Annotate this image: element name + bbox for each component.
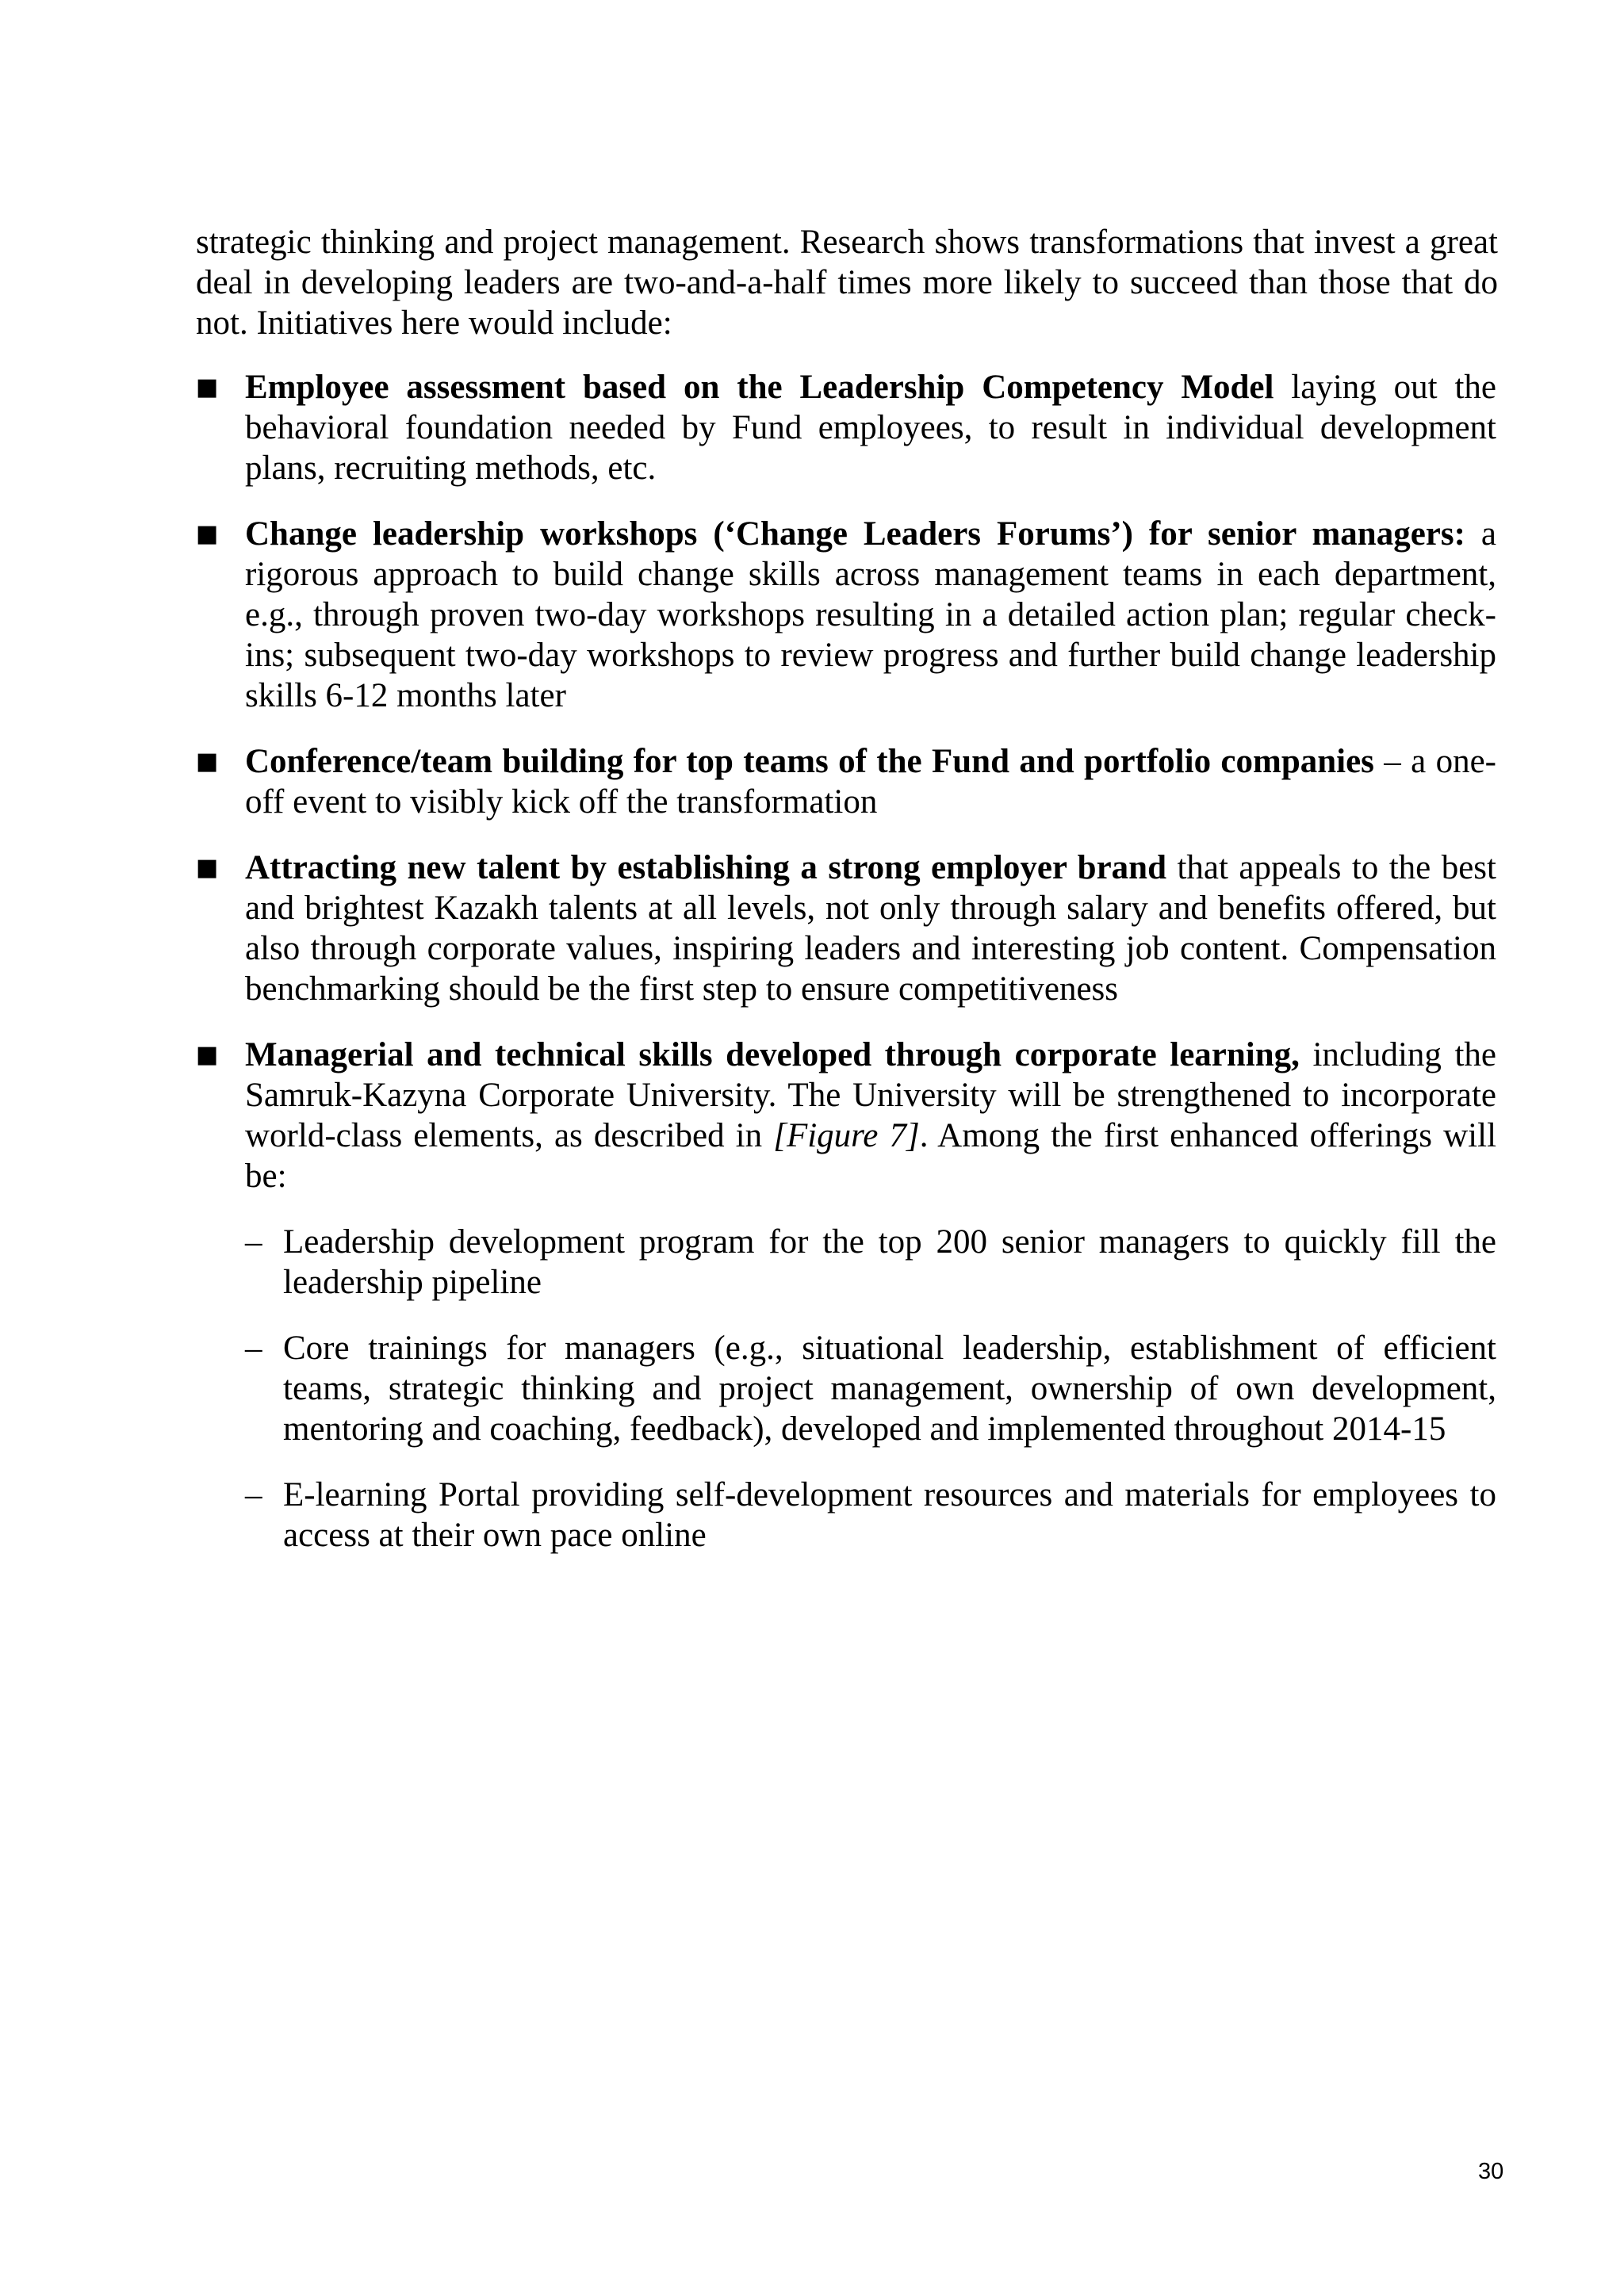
sub-list-item [245, 1475, 1496, 1556]
sub-item-text: E-learning Portal providing self-development resources and materials for employees to access at their own pace online [283, 1476, 1496, 1554]
figure-reference: [Figure 7] [773, 1117, 920, 1154]
list-item [196, 1035, 1496, 1556]
offerings-list [245, 1222, 1496, 1556]
sub-list-item [245, 1328, 1496, 1449]
list-item [196, 741, 1496, 822]
dash-bullet-icon: – [245, 1223, 262, 1261]
square-bullet-icon: ■ [196, 854, 219, 882]
item-heading: Managerial and technical skills developed through corporate learning, [245, 1036, 1300, 1073]
item-heading: Change leadership workshops (‘Change Leaders Forums’) for senior managers: [245, 515, 1465, 553]
initiatives-list [196, 367, 1498, 1556]
dash-bullet-icon: – [245, 1476, 262, 1513]
sub-item-text: Leadership development program for the top 200 senior managers to quickly fill the leadership pipeline [283, 1223, 1496, 1301]
item-text: including the Samruk-Kazyna Corporate University. The University will be strengthened to incorporate world-class elements, as described in [245, 1036, 1496, 1154]
list-item [196, 848, 1496, 1009]
item-text: laying out the behavioral foundation needed by Fund employees, to result in individual development plans, recruiting methods, etc. [245, 369, 1496, 487]
square-bullet-icon: ■ [196, 520, 219, 548]
item-text: a rigorous approach to build change skills across management teams in each department, e.g., through proven two-day workshops resulting in a detailed action plan; regular check-ins; subsequent two-day workshops to review progress and further build change leadership skills 6-12 months later [245, 515, 1496, 714]
dash-bullet-icon: – [245, 1330, 262, 1367]
list-item [196, 514, 1496, 716]
item-heading: Conference/team building for top teams of the Fund and portfolio companies [245, 743, 1374, 780]
square-bullet-icon: ■ [196, 748, 219, 775]
item-text: – a one-off event to visibly kick off the transformation [245, 743, 1496, 821]
square-bullet-icon: ■ [196, 1041, 219, 1069]
item-heading: Attracting new talent by establishing a strong employer brand [245, 849, 1167, 886]
page-number: 30 [1478, 2159, 1504, 2184]
square-bullet-icon: ■ [196, 373, 219, 401]
item-text-after: . Among the first enhanced offerings will be: [245, 1117, 1497, 1195]
sub-item-text: Core trainings for managers (e.g., situational leadership, establishment of efficient teams, strategic thinking and project management, ownership of own development, mentoring and coaching, feedback), developed and implemented throughout 2014-15 [283, 1330, 1496, 1448]
sub-list-item [245, 1222, 1496, 1303]
item-heading: Employee assessment based on the Leadership Competency Model [245, 369, 1274, 406]
item-text: that appeals to the best and brightest Kazakh talents at all levels, not only through salary and benefits offered, but also through corporate values, inspiring leaders and interesting job content. Compensation benchmarking should be the first step to ensure competitiveness [245, 849, 1496, 1008]
intro-paragraph: strategic thinking and project management. Research shows transformations that invest a great deal in developing leaders are two-and-a-half times more likely to succeed than those that do not. Initiatives here would include: [196, 224, 1498, 342]
page-body [196, 222, 1498, 1581]
list-item [196, 367, 1496, 488]
